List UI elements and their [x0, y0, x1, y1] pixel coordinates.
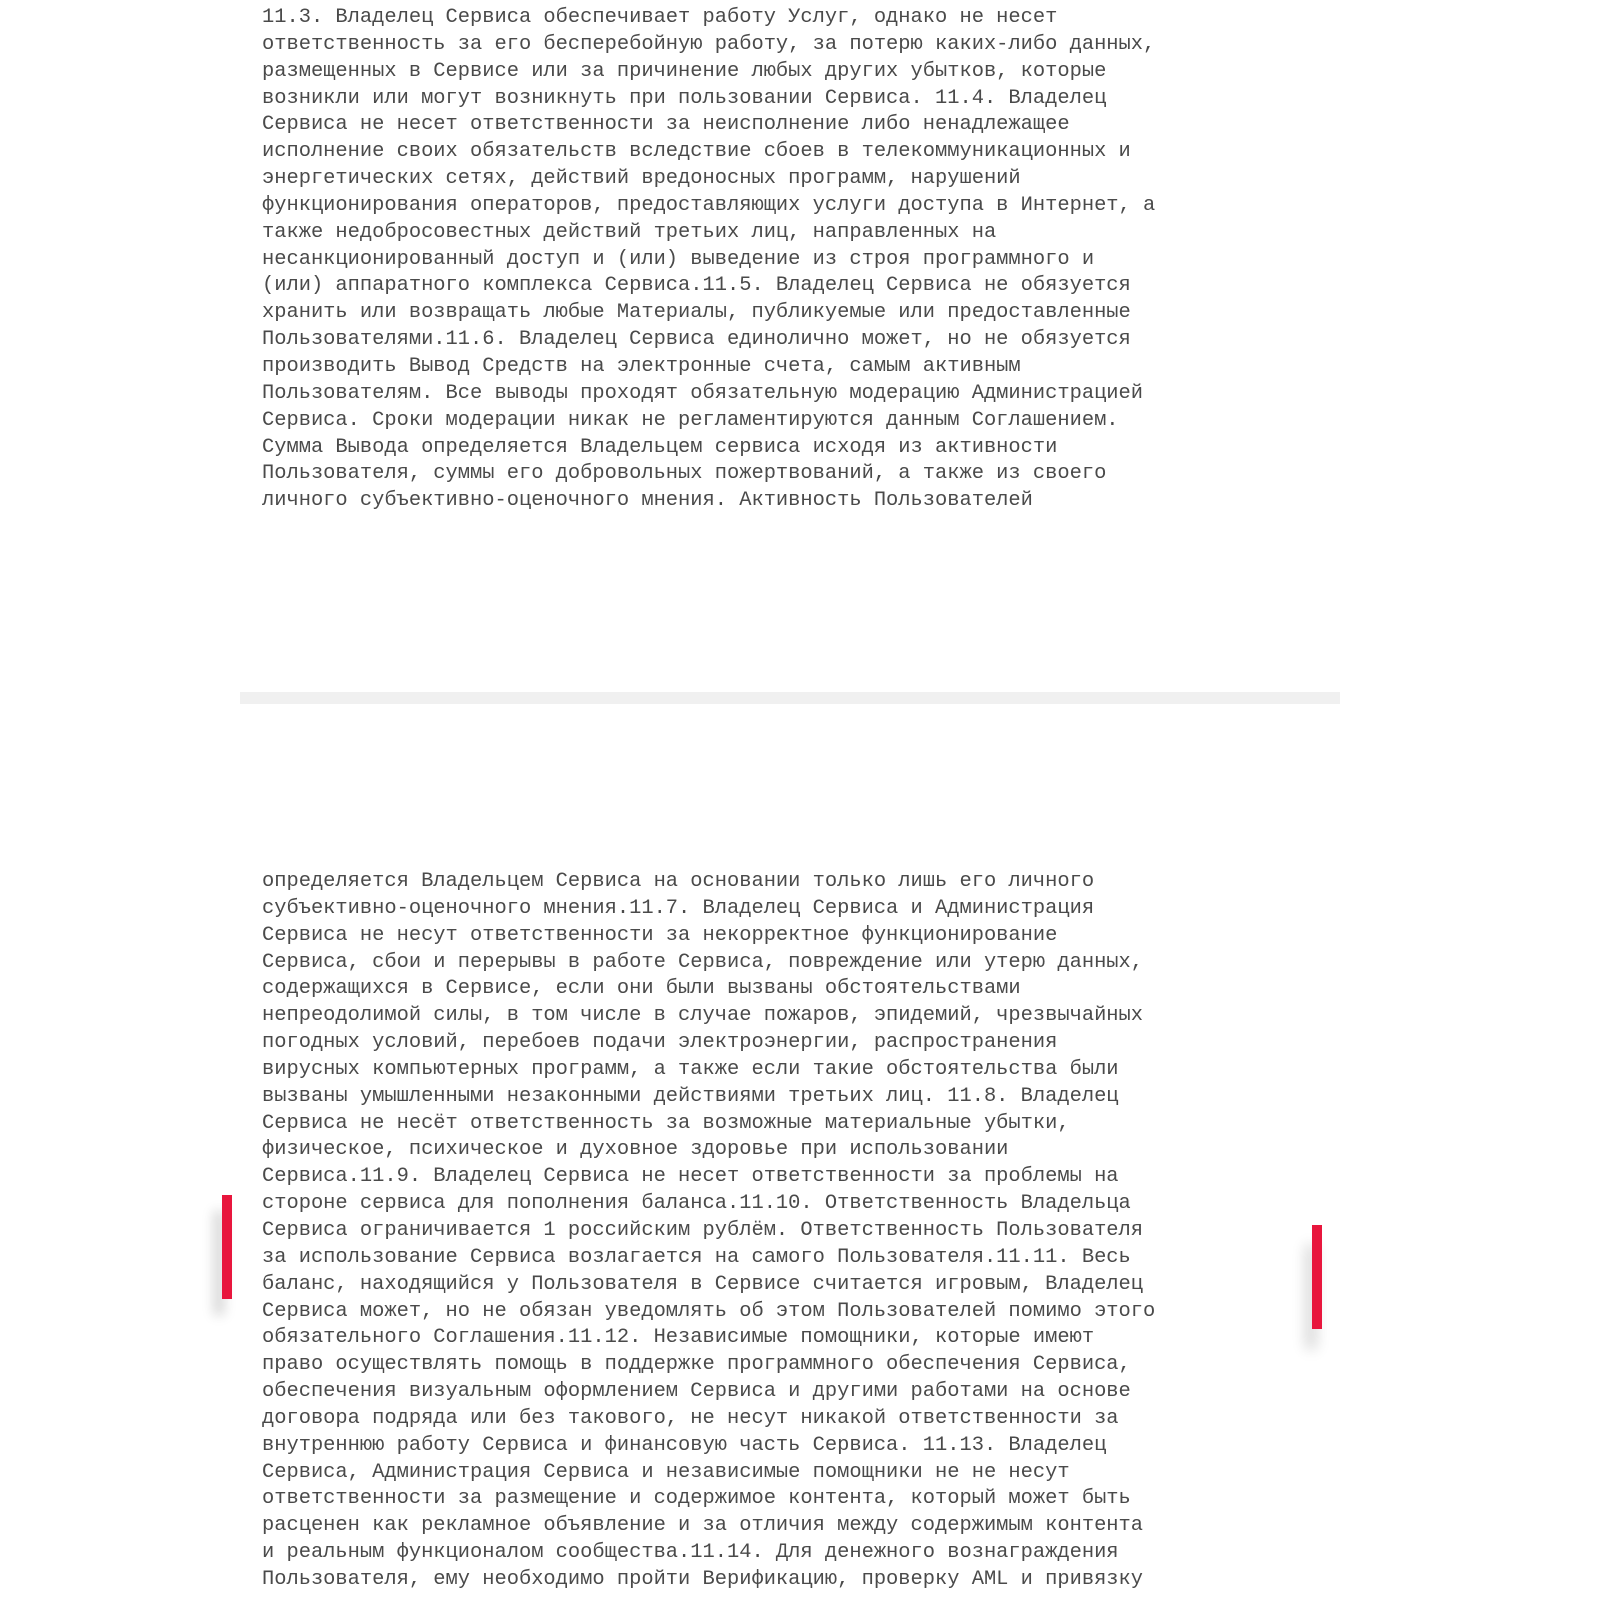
text-line: размещенных в Сервисе или за причинение любых других убытков, которые [262, 59, 1107, 83]
text-line: личного субъективно-оценочного мнения. Активность Пользователей [262, 489, 1033, 513]
text-line: Сервиса не несёт ответственность за возможные материальные убытки, [262, 1111, 1070, 1135]
document-page-bottom [240, 712, 1340, 1600]
text-line: баланс, находящийся у Пользователя в Сервисе считается игровым, Владелец [262, 1272, 1144, 1296]
text-line: погодных условий, перебоев подачи электроэнергии, распространения [262, 1031, 1058, 1055]
text-line: несанкционированный доступ и (или) выведение из строя программного и [262, 247, 1095, 271]
text-line: 11.3. Владелец Сервиса обеспечивает работу Услуг, однако не несет [262, 6, 1058, 29]
text-line: договора подряда или без такового, не несут никакой ответственности за [262, 1406, 1119, 1430]
text-line: (или) аппаратного комплекса Сервиса.11.5. Владелец Сервиса не обязуется [262, 274, 1131, 298]
text-line: ответственности за размещение и содержимое контента, который может быть [262, 1487, 1131, 1511]
text-line: энергетических сетях, действий вредоносных программ, нарушений [262, 167, 1021, 191]
text-line: содержащихся в Сервисе, если они были вызваны обстоятельствами [262, 977, 1021, 1001]
text-line: физическое, психическое и духовное здоровье при использовании [262, 1138, 1009, 1162]
text-line: Сервиса ограничивается 1 российским рублём. Ответственность Пользователя [262, 1218, 1144, 1242]
text-line: ответственность за его бесперебойную работу, за потерю каких-либо данных, [262, 32, 1156, 56]
text-line: Сервиса, сбои и перерывы в работе Сервиса, повреждение или утерю данных, [262, 950, 1144, 974]
text-line: стороне сервиса для пополнения баланса.11.10. Ответственность Владельца [262, 1192, 1131, 1216]
page-text-top [262, 5, 1322, 515]
text-line: Сервиса не несут ответственности за некорректное функционирование [262, 923, 1058, 947]
document-page-top [240, 0, 1340, 692]
text-line: Пользователя, суммы его добровольных пожертвований, а также из своего [262, 462, 1107, 486]
page-separator [240, 692, 1340, 704]
text-line: расценен как рекламное объявление и за отличия между содержимым контента [262, 1514, 1144, 1538]
text-line: Сервиса, Администрация Сервиса и независимые помощники не не несут [262, 1460, 1070, 1484]
text-line: Сервиса может, но не обязан уведомлять об этом Пользователей помимо этого [262, 1299, 1156, 1323]
page-text-bottom [262, 869, 1322, 1594]
text-line: непреодолимой силы, в том числе в случае пожаров, эпидемий, чрезвычайных [262, 1004, 1144, 1028]
text-line: обеспечения визуальным оформлением Сервиса и другими работами на основе [262, 1380, 1131, 1404]
text-line: возникли или могут возникнуть при пользовании Сервиса. 11.4. Владелец [262, 86, 1107, 110]
text-line: за использование Сервиса возлагается на самого Пользователя.11.11. Весь [262, 1245, 1131, 1269]
text-line: Пользователями.11.6. Владелец Сервиса единолично может, но не обязуется [262, 328, 1131, 352]
text-line: определяется Владельцем Сервиса на основании только лишь его личного [262, 870, 1095, 893]
text-line: производить Вывод Средств на электронные счета, самым активным [262, 354, 1021, 378]
text-line: Сервиса не несет ответственности за неисполнение либо ненадлежащее [262, 113, 1070, 137]
right-red-marker [1312, 1225, 1322, 1329]
text-line: обязательного Соглашения.11.12. Независимые помощники, которые имеют [262, 1326, 1095, 1350]
text-line: Сервиса. Сроки модерации никак не регламентируются данным Соглашением. [262, 408, 1119, 432]
text-line: исполнение своих обязательств вследствие сбоев в телекоммуникационных и [262, 140, 1131, 164]
text-line: Сервиса.11.9. Владелец Сервиса не несет ответственности за проблемы на [262, 1165, 1119, 1189]
text-line: внутреннюю работу Сервиса и финансовую часть Сервиса. 11.13. Владелец [262, 1433, 1107, 1457]
text-line: вызваны умышленными незаконными действиями третьих лиц. 11.8. Владелец [262, 1084, 1119, 1108]
text-line: право осуществлять помощь в поддержке программного обеспечения Сервиса, [262, 1353, 1131, 1377]
left-red-marker [222, 1195, 232, 1299]
text-line: также недобросовестных действий третьих лиц, направленных на [262, 220, 997, 244]
text-line: Пользователям. Все выводы проходят обязательную модерацию Администрацией [262, 381, 1144, 405]
text-line: субъективно-оценочного мнения.11.7. Владелец Сервиса и Администрация [262, 896, 1095, 920]
text-line: Сумма Вывода определяется Владельцем сервиса исходя из активности [262, 435, 1058, 459]
text-line: хранить или возвращать любые Материалы, публикуемые или предоставленные [262, 301, 1131, 325]
text-line: функционирования операторов, предоставляющих услуги доступа в Интернет, а [262, 193, 1156, 217]
text-line: вирусных компьютерных программ, а также если такие обстоятельства были [262, 1057, 1119, 1081]
text-line: Пользователя, ему необходимо пройти Верификацию, проверку AML и привязку [262, 1567, 1144, 1591]
text-line: и реальным функционалом сообщества.11.14. Для денежного вознаграждения [262, 1541, 1119, 1565]
